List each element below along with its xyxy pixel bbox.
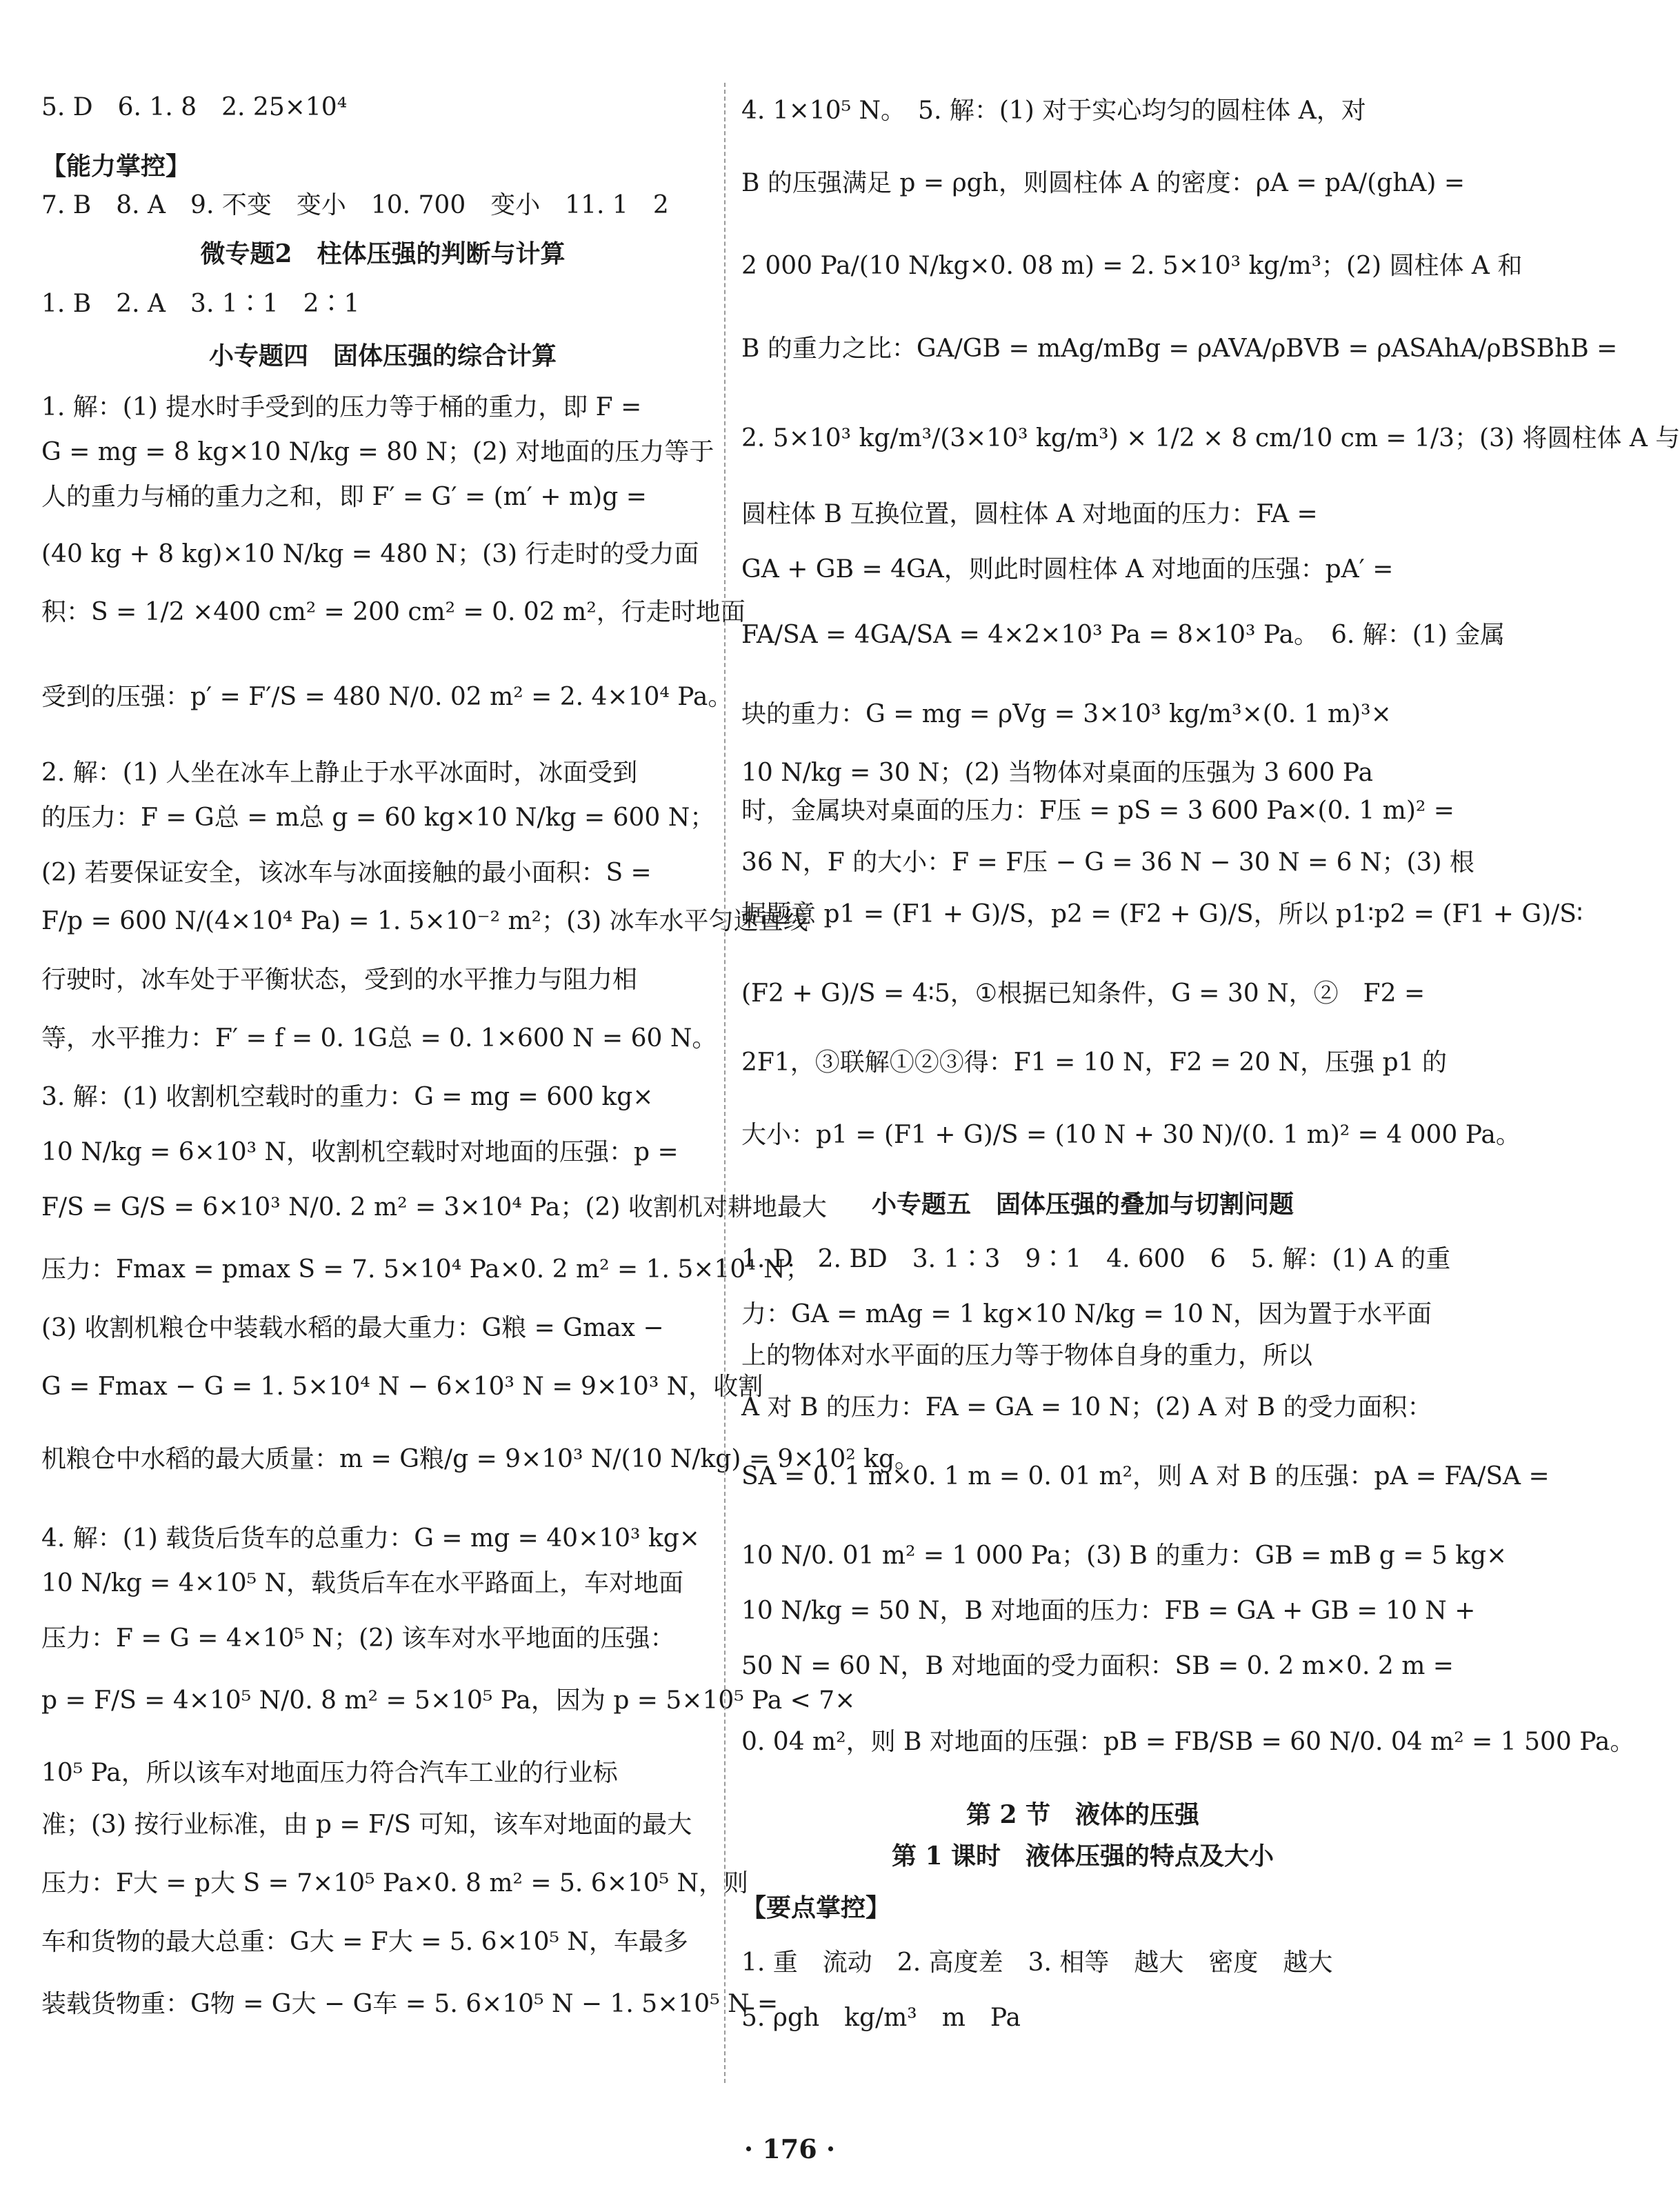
text-line: 1. 重 流动 2. 高度差 3. 相等 越大 密度 越大 [741, 1948, 1333, 1977]
text-line: 压力：F大 = p大 S = 7×10⁵ Pa×0. 8 m² = 5. 6×10⁵ N，则 [41, 1869, 749, 1897]
text-line: 受到的压强：p′ = F′/S = 480 N/0. 02 m² = 2. 4×10⁴ Pa。 [41, 683, 733, 711]
text-line: 压力：Fmax = pmax S = 7. 5×10⁴ Pa×0. 2 m² = 1. 5×10⁴ N； [41, 1255, 810, 1284]
text-line: 10 N/kg = 4×10⁵ N，载货后车在水平路面上，车对地面 [41, 1569, 684, 1597]
page-number: · 176 · [743, 2133, 836, 2164]
text-line: 1. 解：(1) 提水时手受到的压力等于桶的重力，即 F = [41, 393, 642, 421]
text-line: 1. D 2. BD 3. 1∶3 9∶1 4. 600 6 5. 解：(1) A 的重 [741, 1245, 1451, 1273]
text-line: 上的物体对水平面的压力等于物体自身的重力，所以 [741, 1342, 1313, 1370]
text-line: 10 N/0. 01 m² = 1 000 Pa；(3) B 的重力：GB = mB g = 5 kg× [741, 1542, 1508, 1570]
section-heading: 小专题四 固体压强的综合计算 [208, 341, 557, 370]
text-line: (2) 若要保证安全，该冰车与冰面接触的最小面积：S = [41, 859, 652, 887]
text-line: 时，金属块对桌面的压力：F压 = pS = 3 600 Pa×(0. 1 m)² = [741, 797, 1454, 825]
text-line: 等，水平推力：F′ = f = 0. 1G总 = 0. 1×600 N = 60 N。 [41, 1024, 717, 1053]
text-line: 3. 解：(1) 收割机空载时的重力：G = mg = 600 kg× [41, 1083, 654, 1111]
text-line: 【要点掌控】 [741, 1893, 891, 1922]
text-line: 4. 解：(1) 载货后货车的总重力：G = mg = 40×10³ kg× [41, 1524, 700, 1553]
text-line: 机粮仓中水稻的最大质量：m = G粮/g = 9×10³ N/(10 N/kg) = 9×10² kg。 [41, 1445, 920, 1473]
section-heading: 第 2 节 液体的压强 [966, 1800, 1200, 1829]
text-line: A 对 B 的压力：FA = GA = 10 N；(2) A 对 B 的受力面积： [741, 1393, 1432, 1422]
text-line: 50 N = 60 N，B 对地面的受力面积：SB = 0. 2 m×0. 2 m = [741, 1652, 1454, 1680]
text-line: 块的重力：G = mg = ρVg = 3×10³ kg/m³×(0. 1 m)³× [741, 700, 1392, 728]
text-line: GA + GB = 4GA，则此时圆柱体 A 对地面的压强：pA′ = [741, 555, 1394, 584]
text-line: G = mg = 8 kg×10 N/kg = 80 N；(2) 对地面的压力等于 [41, 438, 714, 466]
text-line: 2 000 Pa/(10 N/kg×0. 08 m) = 2. 5×10³ kg/m³；(2) 圆柱体 A 和 [741, 252, 1523, 280]
text-line: 36 N，F 的大小：F = F压 − G = 36 N − 30 N = 6 N；(3) 根 [741, 848, 1474, 877]
text-line: (3) 收割机粮仓中装载水稻的最大重力：G粮 = Gmax − [41, 1314, 664, 1342]
text-line: 据题意 p1 = (F1 + G)/S，p2 = (F2 + G)/S，所以 p1∶p2 = (F1 + G)/S∶ [741, 900, 1583, 928]
section-heading: 微专题2 柱体压强的判断与计算 [200, 239, 566, 268]
text-line: G = Fmax − G = 1. 5×10⁴ N − 6×10³ N = 9×10³ N，收割 [41, 1373, 763, 1401]
text-line: 5. ρgh kg/m³ m Pa [741, 2004, 1021, 2032]
text-line: 4. 1×10⁵ N。 5. 解：(1) 对于实心均匀的圆柱体 A，对 [741, 97, 1366, 125]
text-line: 准；(3) 按行业标准，由 p = F/S 可知，该车对地面的最大 [41, 1811, 692, 1839]
text-line: 行驶时，冰车处于平衡状态，受到的水平推力与阻力相 [41, 966, 638, 994]
text-line: 2F1，③联解①②③得：F1 = 10 N，F2 = 20 N，压强 p1 的 [741, 1048, 1447, 1077]
text-line: 的压力：F = G总 = m总 g = 60 kg×10 N/kg = 600 N； [41, 804, 715, 832]
text-line: 5. D 6. 1. 8 2. 25×10⁴ [41, 93, 348, 121]
text-line: 圆柱体 B 互换位置，圆柱体 A 对地面的压力：FA = [741, 500, 1318, 528]
text-line: 力：GA = mAg = 1 kg×10 N/kg = 10 N，因为置于水平面 [741, 1300, 1432, 1328]
text-line: 10 N/kg = 30 N；(2) 当物体对桌面的压强为 3 600 Pa [741, 759, 1373, 787]
text-line: 装载货物重：G物 = G大 − G车 = 5. 6×10⁵ N − 1. 5×10⁵ N = [41, 1990, 779, 2018]
text-line: SA = 0. 1 m×0. 1 m = 0. 01 m²，则 A 对 B 的压强：pA = FA/SA = [741, 1462, 1550, 1491]
text-line: (40 kg + 8 kg)×10 N/kg = 480 N；(3) 行走时的受力面 [41, 540, 699, 568]
text-line: 0. 04 m²，则 B 对地面的压强：pB = FB/SB = 60 N/0. 04 m² = 1 500 Pa。 [741, 1728, 1635, 1756]
text-line: B 的重力之比：GA/GB = mAg/mBg = ρAVA/ρBVB = ρASAhA/ρBSBhB = [741, 335, 1618, 363]
text-line: p = F/S = 4×10⁵ N/0. 8 m² = 5×10⁵ Pa，因为 p = 5×10⁵ Pa < 7× [41, 1686, 856, 1715]
text-line: 人的重力与桶的重力之和，即 F′ = G′ = (m′ + m)g = [41, 483, 647, 511]
text-line: 大小：p1 = (F1 + G)/S = (10 N + 30 N)/(0. 1 m)² = 4 000 Pa。 [741, 1121, 1521, 1149]
text-line: 2. 5×10³ kg/m³/(3×10³ kg/m³) × 1/2 × 8 cm/10 cm = 1/3；(3) 将圆柱体 A 与 [741, 424, 1680, 452]
text-line: B 的压强满足 p = ρgh，则圆柱体 A 的密度：ρA = pA/(ghA) = [741, 169, 1466, 197]
text-line: 积：S = 1/2 ×400 cm² = 200 cm² = 0. 02 m²，行走时地面 [41, 598, 746, 626]
text-line: 10⁵ Pa，所以该车对地面压力符合汽车工业的行业标 [41, 1759, 618, 1787]
text-line: 压力：F = G = 4×10⁵ N；(2) 该车对水平地面的压强： [41, 1624, 675, 1653]
text-line: (F2 + G)/S = 4∶5，①根据已知条件，G = 30 N，② F2 = [741, 979, 1426, 1008]
section-heading: 第 1 课时 液体压强的特点及大小 [891, 1842, 1274, 1871]
text-line: F/S = G/S = 6×10³ N/0. 2 m² = 3×10⁴ Pa；(2) 收割机对耕地最大 [41, 1193, 827, 1222]
text-line: FA/SA = 4GA/SA = 4×2×10³ Pa = 8×10³ Pa。 6. 解：(1) 金属 [741, 621, 1506, 649]
text-line: 车和货物的最大总重：G大 = F大 = 5. 6×10⁵ N，车最多 [41, 1928, 688, 1956]
text-line: 7. B 8. A 9. 不变 变小 10. 700 变小 11. 1 2 [41, 191, 669, 219]
text-line: 1. B 2. A 3. 1∶1 2∶1 [41, 290, 360, 318]
text-line: 10 N/kg = 50 N，B 对地面的压力：FB = GA + GB = 10 N + [741, 1597, 1476, 1625]
text-line: 【能力掌控】 [41, 152, 191, 181]
text-line: 2. 解：(1) 人坐在冰车上静止于水平冰面时，冰面受到 [41, 759, 638, 787]
column-divider [724, 83, 726, 2083]
text-line: 10 N/kg = 6×10³ N，收割机空载时对地面的压强：p = [41, 1138, 679, 1166]
section-heading: 小专题五 固体压强的叠加与切割问题 [871, 1190, 1294, 1219]
text-line: F/p = 600 N/(4×10⁴ Pa) = 1. 5×10⁻² m²；(3) 冰车水平匀速直线 [41, 907, 808, 935]
